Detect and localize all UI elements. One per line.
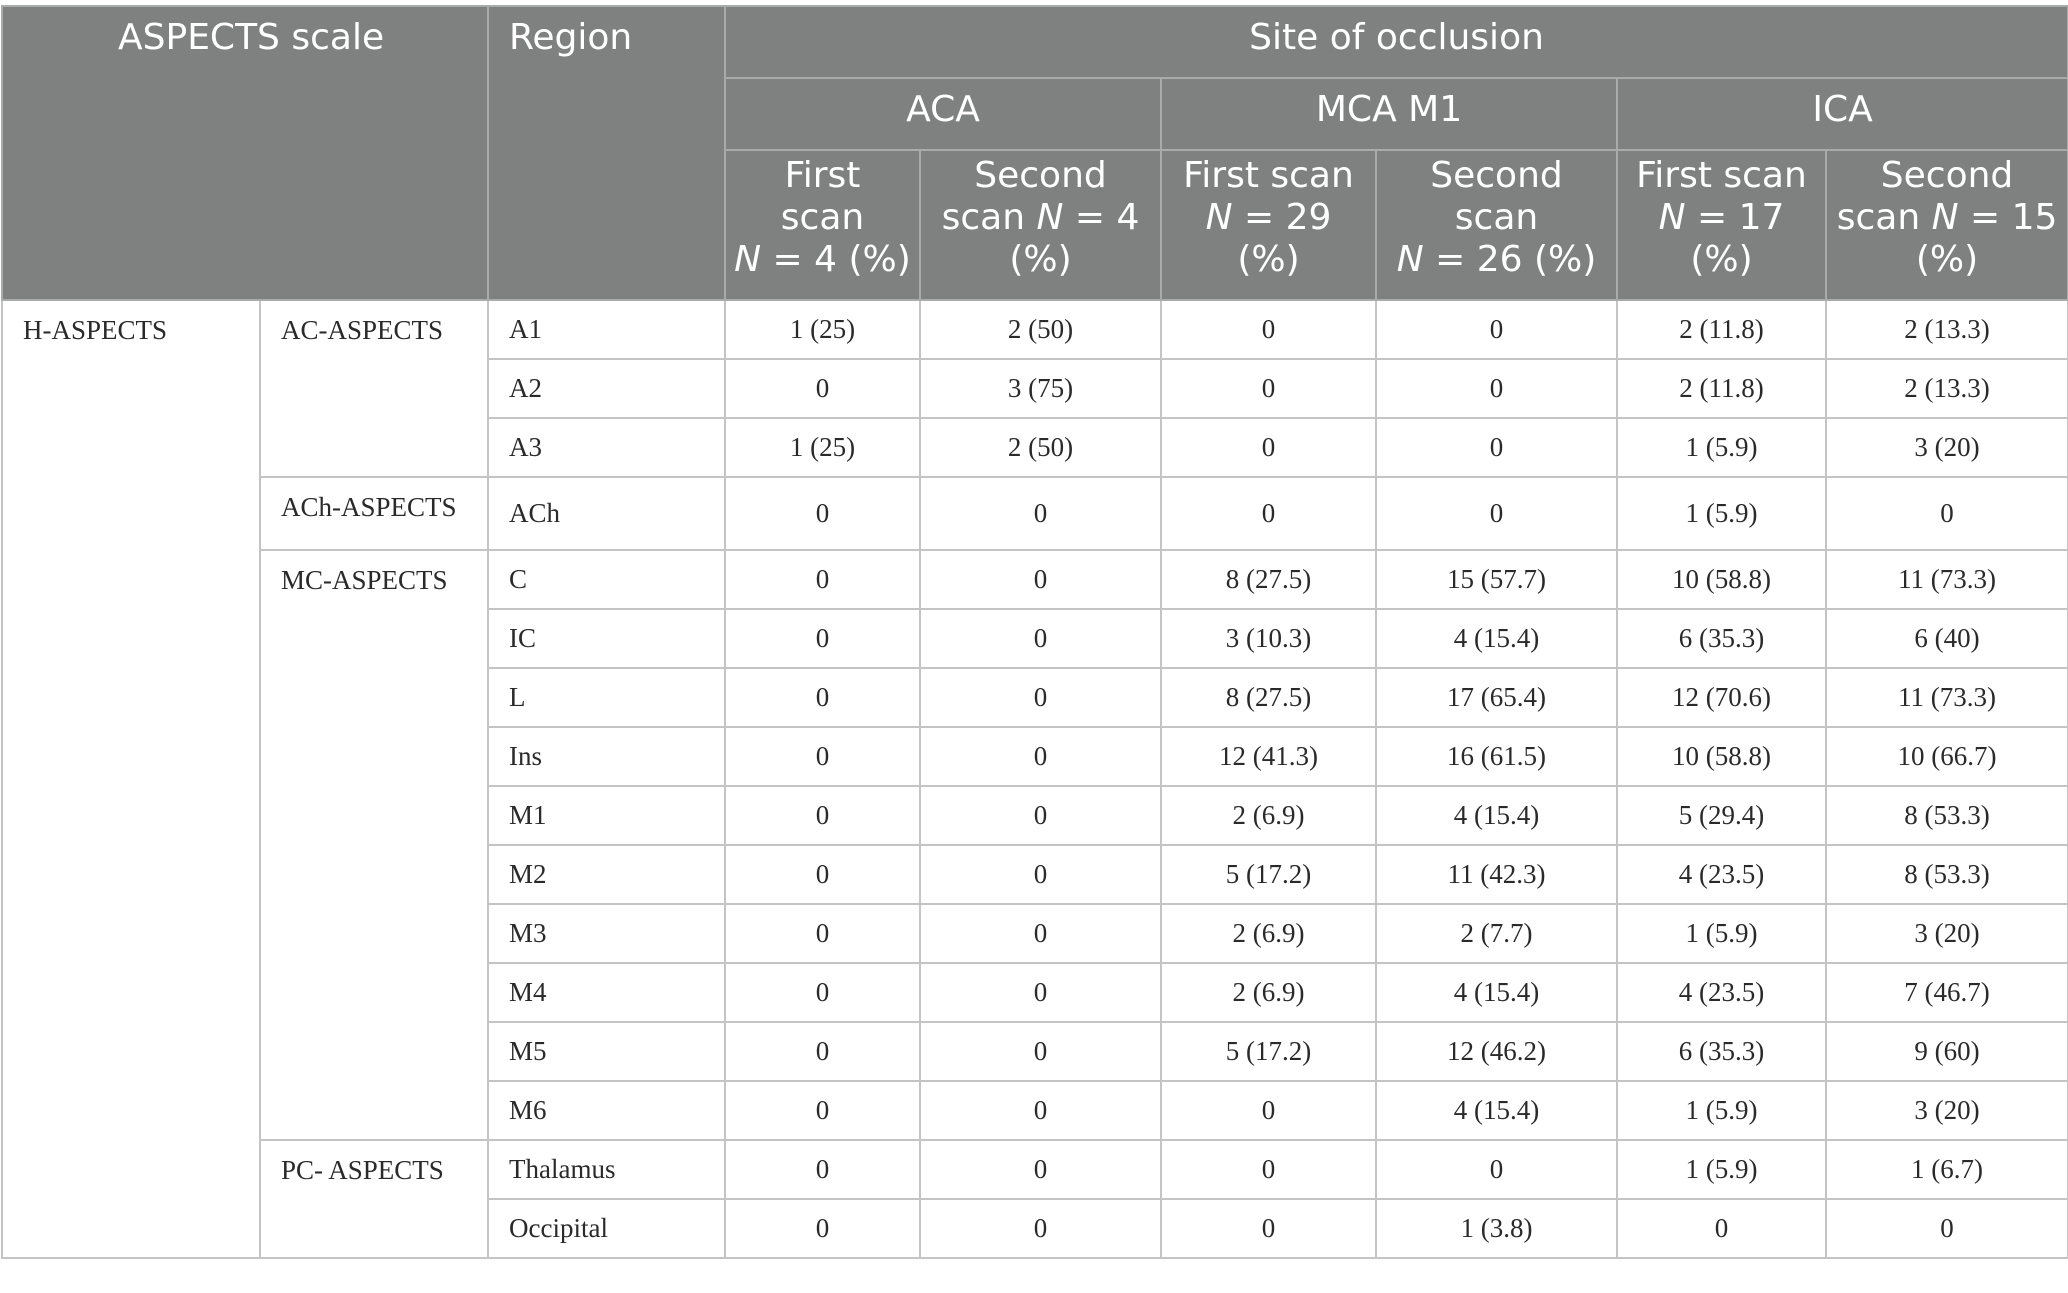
value-cell: 3 (20) [1826,1081,2068,1140]
value-cell: 4 (15.4) [1376,786,1617,845]
region-cell: C [488,550,725,609]
value-cell: 0 [725,1022,920,1081]
table-row [2,300,2068,359]
value-cell: 2 (11.8) [1617,359,1826,418]
value-cell: 0 [725,1199,920,1258]
scale-subgroup-cell: PC- ASPECTS [260,1140,488,1258]
region-header: Region [488,6,725,300]
value-cell: 0 [920,727,1161,786]
value-cell: 0 [725,963,920,1022]
header-line: Second [1430,155,1563,196]
value-cell: 5 (29.4) [1617,786,1826,845]
value-cell: 9 (60) [1826,1022,2068,1081]
value-cell: 0 [1161,300,1376,359]
value-cell: 15 (57.7) [1376,550,1617,609]
value-cell: 1 (6.7) [1826,1140,2068,1199]
value-cell: 2 (50) [920,418,1161,477]
header-line: (%) [1009,239,1072,280]
value-cell: 0 [920,1022,1161,1081]
table-header [2,6,2068,300]
value-cell: 2 (11.8) [1617,300,1826,359]
value-cell: 5 (17.2) [1161,845,1376,904]
header-line: = 4 (%) [761,239,911,280]
value-cell: 4 (15.4) [1376,609,1617,668]
scale-subgroup-cell: AC-ASPECTS [260,300,488,477]
value-cell: 1 (5.9) [1617,418,1826,477]
value-cell: 11 (73.3) [1826,550,2068,609]
value-cell: 1 (5.9) [1617,1140,1826,1199]
aspects-scale-header: ASPECTS scale [2,6,488,300]
value-cell: 17 (65.4) [1376,668,1617,727]
value-cell: 0 [920,1199,1161,1258]
table-body [2,300,2068,1258]
region-cell: Ins [488,727,725,786]
header-line: Second [974,155,1107,196]
header-line: First scan [1636,155,1807,196]
table-row [2,1140,2068,1199]
value-cell: 0 [920,1081,1161,1140]
region-cell: A1 [488,300,725,359]
value-cell: 3 (20) [1826,904,2068,963]
value-cell: 0 [1376,1140,1617,1199]
value-cell: 0 [1161,359,1376,418]
value-cell: 0 [920,904,1161,963]
value-cell: 4 (23.5) [1617,963,1826,1022]
value-cell: 12 (41.3) [1161,727,1376,786]
value-cell: 0 [725,845,920,904]
value-cell: 8 (27.5) [1161,550,1376,609]
value-cell: 3 (10.3) [1161,609,1376,668]
value-cell: 2 (13.3) [1826,300,2068,359]
value-cell: 0 [725,1140,920,1199]
scale-subgroup-cell: MC-ASPECTS [260,550,488,1140]
header-line: = 15 [1958,197,2058,238]
value-cell: 0 [920,963,1161,1022]
value-cell: 0 [920,1140,1161,1199]
value-cell: 12 (46.2) [1376,1022,1617,1081]
value-cell: 0 [1826,1199,2068,1258]
region-cell: IC [488,609,725,668]
value-cell: 1 (5.9) [1617,477,1826,550]
value-cell: 0 [725,359,920,418]
header-line: scan [1454,197,1539,238]
value-cell: 2 (6.9) [1161,904,1376,963]
region-cell: M6 [488,1081,725,1140]
header-n-symbol: N [1931,197,1959,238]
region-cell: Thalamus [488,1140,725,1199]
mca-second-scan-header [1376,150,1617,300]
value-cell: 0 [1376,418,1617,477]
header-line: scan [941,197,1037,238]
ica-second-scan-header [1826,150,2068,300]
value-cell: 1 (5.9) [1617,1081,1826,1140]
value-cell: 0 [1376,477,1617,550]
ica-first-scan-header [1617,150,1826,300]
header-n-symbol: N [1205,197,1233,238]
value-cell: 16 (61.5) [1376,727,1617,786]
value-cell: 0 [1161,477,1376,550]
header-line: First scan [1183,155,1354,196]
value-cell: 1 (5.9) [1617,904,1826,963]
region-cell: M3 [488,904,725,963]
header-line: = 17 (%) [1685,197,1785,280]
region-cell: A3 [488,418,725,477]
value-cell: 3 (20) [1826,418,2068,477]
header-line: (%) [1915,239,1979,280]
value-cell: 1 (3.8) [1376,1199,1617,1258]
header-line: Second [1880,155,2014,196]
header-line: First [784,155,861,196]
value-cell: 11 (42.3) [1376,845,1617,904]
value-cell: 2 (7.7) [1376,904,1617,963]
scale-subgroup-cell: ACh-ASPECTS [260,477,488,550]
value-cell: 10 (58.8) [1617,727,1826,786]
mca-first-scan-header [1161,150,1376,300]
value-cell: 8 (53.3) [1826,845,2068,904]
value-cell: 0 [725,609,920,668]
scale-group-cell: H-ASPECTS [2,300,260,1258]
value-cell: 0 [920,609,1161,668]
value-cell: 12 (70.6) [1617,668,1826,727]
header-n-symbol: N [1396,239,1424,280]
aca-second-scan-header [920,150,1161,300]
aca-first-scan-header [725,150,920,300]
value-cell: 3 (75) [920,359,1161,418]
value-cell: 0 [1161,418,1376,477]
value-cell: 2 (6.9) [1161,963,1376,1022]
value-cell: 1 (25) [725,418,920,477]
value-cell: 4 (15.4) [1376,963,1617,1022]
header-n-symbol: N [1658,197,1686,238]
value-cell: 0 [1826,477,2068,550]
value-cell: 2 (13.3) [1826,359,2068,418]
value-cell: 0 [920,477,1161,550]
value-cell: 8 (53.3) [1826,786,2068,845]
value-cell: 0 [1161,1081,1376,1140]
value-cell: 0 [920,550,1161,609]
value-cell: 10 (66.7) [1826,727,2068,786]
site-of-occlusion-header: Site of occlusion [725,6,2068,78]
header-line: scan [780,197,865,238]
value-cell: 11 (73.3) [1826,668,2068,727]
value-cell: 4 (15.4) [1376,1081,1617,1140]
value-cell: 0 [920,668,1161,727]
value-cell: 8 (27.5) [1161,668,1376,727]
value-cell: 0 [725,477,920,550]
header-line: scan [1836,197,1932,238]
header-line: = 4 [1063,197,1140,238]
ica-header: ICA [1617,78,2068,150]
value-cell: 0 [725,786,920,845]
aspects-table [1,5,2068,1259]
value-cell: 0 [725,904,920,963]
header-line: = 26 (%) [1423,239,1597,280]
value-cell: 0 [920,845,1161,904]
value-cell: 0 [1161,1140,1376,1199]
region-cell: L [488,668,725,727]
value-cell: 10 (58.8) [1617,550,1826,609]
value-cell: 1 (25) [725,300,920,359]
table-row [2,477,2068,550]
value-cell: 4 (23.5) [1617,845,1826,904]
value-cell: 0 [725,727,920,786]
region-cell: M1 [488,786,725,845]
header-n-symbol: N [734,239,762,280]
region-cell: M5 [488,1022,725,1081]
value-cell: 7 (46.7) [1826,963,2068,1022]
mca-m1-header: MCA M1 [1161,78,1617,150]
value-cell: 0 [725,1081,920,1140]
value-cell: 6 (40) [1826,609,2068,668]
region-cell: M4 [488,963,725,1022]
value-cell: 0 [725,550,920,609]
value-cell: 2 (6.9) [1161,786,1376,845]
value-cell: 0 [1161,1199,1376,1258]
value-cell: 6 (35.3) [1617,1022,1826,1081]
value-cell: 0 [1376,359,1617,418]
value-cell: 6 (35.3) [1617,609,1826,668]
header-line: = 29 (%) [1232,197,1332,280]
region-cell: ACh [488,477,725,550]
region-cell: A2 [488,359,725,418]
header-n-symbol: N [1036,197,1064,238]
value-cell: 2 (50) [920,300,1161,359]
value-cell: 5 (17.2) [1161,1022,1376,1081]
aca-header: ACA [725,78,1161,150]
value-cell: 0 [1617,1199,1826,1258]
region-cell: M2 [488,845,725,904]
value-cell: 0 [725,668,920,727]
value-cell: 0 [920,786,1161,845]
value-cell: 0 [1376,300,1617,359]
region-cell: Occipital [488,1199,725,1258]
table-row [2,550,2068,609]
